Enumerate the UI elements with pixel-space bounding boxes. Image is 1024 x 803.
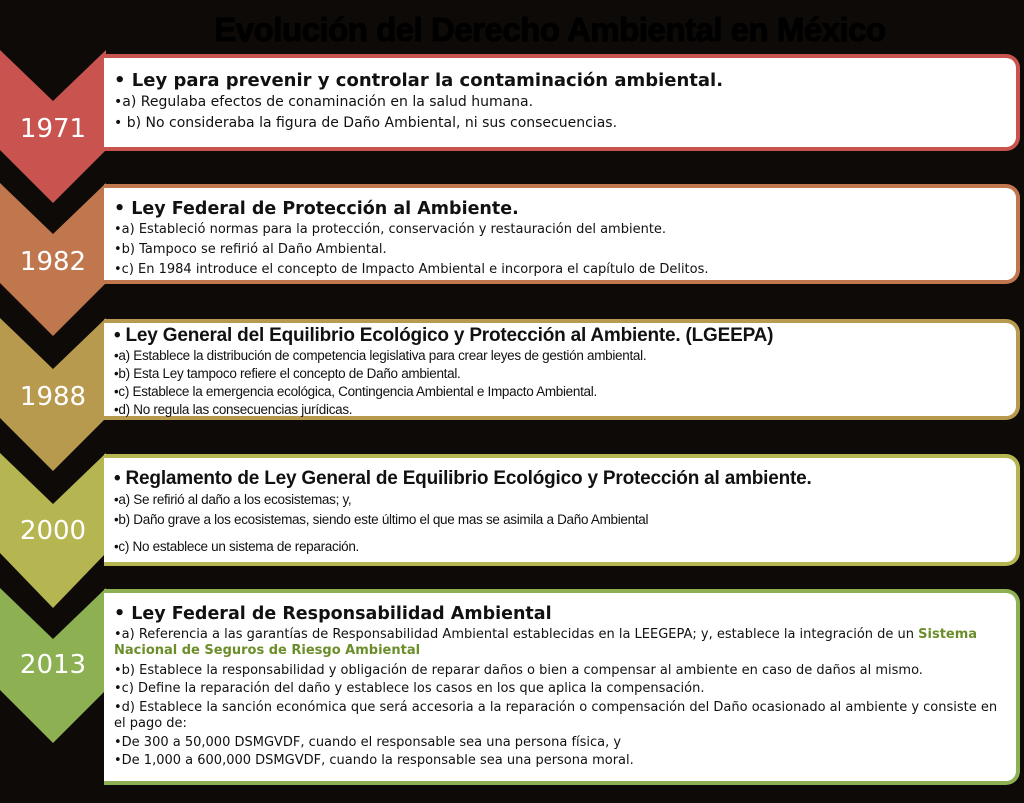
timeline-card-1988 (104, 319, 1020, 420)
law-point: •c) Define la reparación del daño y establece los casos en los que aplica la compensación. (114, 681, 705, 696)
law-point: •d) Establece la sanción económica que será accesoria a la reparación o compensación del Daño ocasionado al ambiente y consiste en el pago de: (114, 700, 998, 731)
law-point: •b) Tampoco se refirió al Daño Ambiental. (114, 242, 387, 257)
law-point: •d) No regula las consecuencias jurídicas. (114, 402, 353, 417)
year-label-2013: 2013 (19, 650, 87, 680)
law-title: • Ley para prevenir y controlar la contaminación ambiental. (114, 70, 724, 91)
law-point: •a) Establece la distribución de competencia legislativa para crear leyes de gestión ambiental. (114, 348, 647, 363)
law-point: •a) Estableció normas para la protección, conservación y restauración del ambiente. (114, 222, 667, 237)
law-point-a (114, 627, 1002, 659)
law-point: •b) Daño grave a los ecosistemas, siendo este último el que mas se asimila a Daño Ambiental (114, 512, 649, 527)
year-label-1988: 1988 (19, 382, 87, 412)
year-label-1971: 1971 (19, 114, 87, 144)
law-point: •c) Establece la emergencia ecológica, Contingencia Ambiental e Impacto Ambiental. (114, 384, 597, 399)
law-title: • Ley Federal de Protección al Ambiente. (114, 199, 519, 219)
law-title: • Reglamento de Ley General de Equilibrio Ecológico y Protección al ambiente. (114, 468, 812, 489)
law-point: •De 1,000 a 600,000 DSMGVDF, cuando la responsable sea una persona moral. (114, 753, 634, 768)
year-label-2000: 2000 (19, 516, 87, 546)
law-point: •a) Se refirió al daño a los ecosistemas; y, (114, 492, 352, 507)
diagram-title: Evolución del Derecho Ambiental en México (214, 11, 886, 48)
law-point: •c) No establece un sistema de reparación. (114, 539, 360, 554)
law-point: • b) No consideraba la figura de Daño Ambiental, ni sus consecuencias. (114, 115, 618, 131)
timeline-card-1971 (104, 54, 1020, 151)
law-point: •c) En 1984 introduce el concepto de Impacto Ambiental e incorpora el capítulo de Delitos. (114, 262, 709, 277)
law-title: • Ley Federal de Responsabilidad Ambiental (114, 604, 552, 624)
law-point: •b) Establece la responsabilidad y obligación de reparar daños o bien a compensar al ambiente en caso de daños al mismo. (114, 663, 923, 678)
timeline-card-1982 (104, 184, 1020, 284)
law-point: •De 300 a 50,000 DSMGVDF, cuando el responsable sea una persona física, y (114, 735, 622, 750)
timeline-card-2000 (104, 454, 1020, 566)
law-point-text: •a) Referencia a las garantías de Responsabilidad Ambiental establecidas en la LEEGEPA; y, establece la integración de un (114, 627, 919, 642)
timeline-card-2013 (104, 589, 1020, 785)
law-point: •a) Regulaba efectos de conaminación en la salud humana. (114, 94, 534, 110)
law-title: • Ley General del Equilibrio Ecológico y Protección al Ambiente. (LGEEPA) (114, 325, 774, 346)
highlighted-term: Sistema Nacional de Seguros de Riesgo Ambiental (114, 627, 978, 658)
law-point: •b) Esta Ley tampoco refiere el concepto de Daño ambiental. (114, 366, 461, 381)
year-label-1982: 1982 (19, 247, 87, 277)
